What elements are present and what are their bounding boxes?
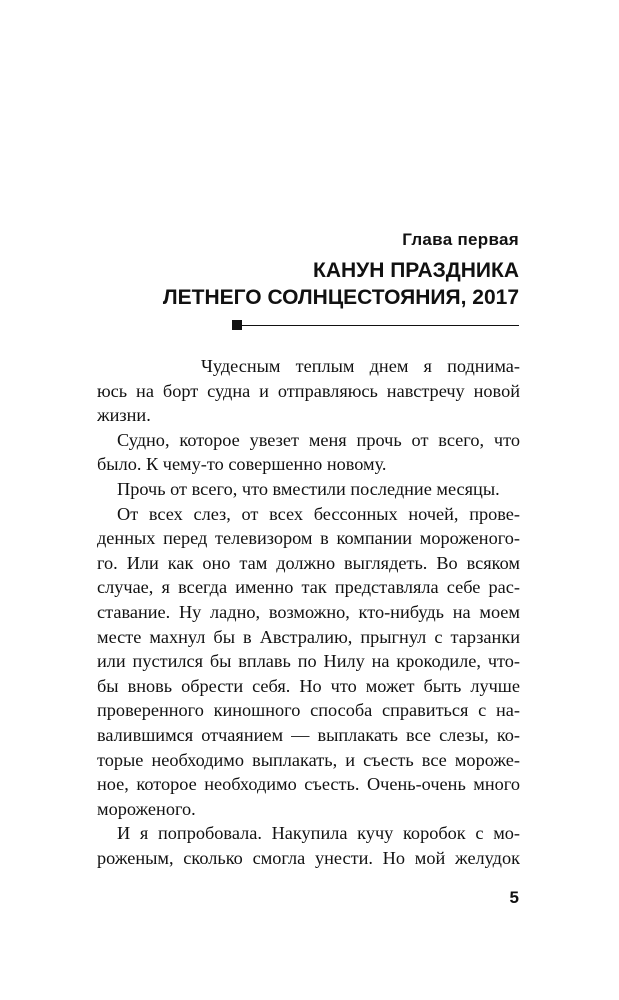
- chapter-divider: [232, 320, 519, 330]
- chapter-title-line-2: ЛЕТНЕГО СОЛНЦЕСТОЯНИЯ, 2017: [162, 286, 519, 309]
- text-line: денных перед телевизором в компании мороженого-: [97, 528, 520, 549]
- text-line: юсь на борт судна и отправляюсь навстречу новой: [97, 380, 520, 401]
- text-line: бы вновь обрести себя. Но что может быть лучше: [97, 675, 520, 696]
- text-line: проверенного киношного способа справиться с на-: [97, 700, 520, 721]
- text-line: месте махнул бы в Австралию, прыгнул с тарзанки: [97, 626, 520, 647]
- page-number: 5: [509, 888, 519, 907]
- text-line: валившимся отчаянием — выплакать все слезы, ко-: [97, 724, 520, 745]
- chapter-title: [163, 257, 519, 311]
- text-line: Прочь от всего, что вместили последние месяцы.: [117, 478, 500, 499]
- text-line: Чудесным теплым днем я поднима-: [201, 356, 520, 376]
- text-line: ное, которое необходимо съесть. Очень-очень много: [97, 774, 520, 795]
- chapter-label: Глава первая: [402, 230, 519, 249]
- text-line: торые необходимо выплакать, и съесть все мороже-: [97, 749, 520, 770]
- text-line: го. Или как оно там должно выглядеть. Во всяком: [97, 552, 520, 573]
- text-line: или пустился бы вплавь по Нилу на крокодиле, что-: [97, 651, 520, 672]
- text-line: жизни.: [97, 405, 151, 426]
- body-text: [97, 354, 520, 870]
- text-line: было. К чему-то совершенно новому.: [97, 454, 387, 475]
- text-line: мороженого.: [97, 798, 196, 819]
- text-line: роженым, сколько смогла унести. Но мой желудок: [97, 847, 520, 868]
- chapter-title-line-1: КАНУН ПРАЗДНИКА: [313, 259, 519, 282]
- text-line: ставание. Ну ладно, возможно, кто-нибудь на моем: [97, 601, 520, 622]
- divider-square-icon: [232, 320, 242, 330]
- divider-line: [242, 325, 519, 327]
- text-line: От всех слез, от всех бессонных ночей, прове-: [117, 503, 520, 524]
- text-line: И я попробовала. Накупила кучу коробок с мо-: [117, 823, 520, 844]
- text-line: Судно, которое увезет меня прочь от всего, что: [117, 429, 520, 450]
- text-line: случае, я всегда именно так представляла себе рас-: [97, 577, 520, 598]
